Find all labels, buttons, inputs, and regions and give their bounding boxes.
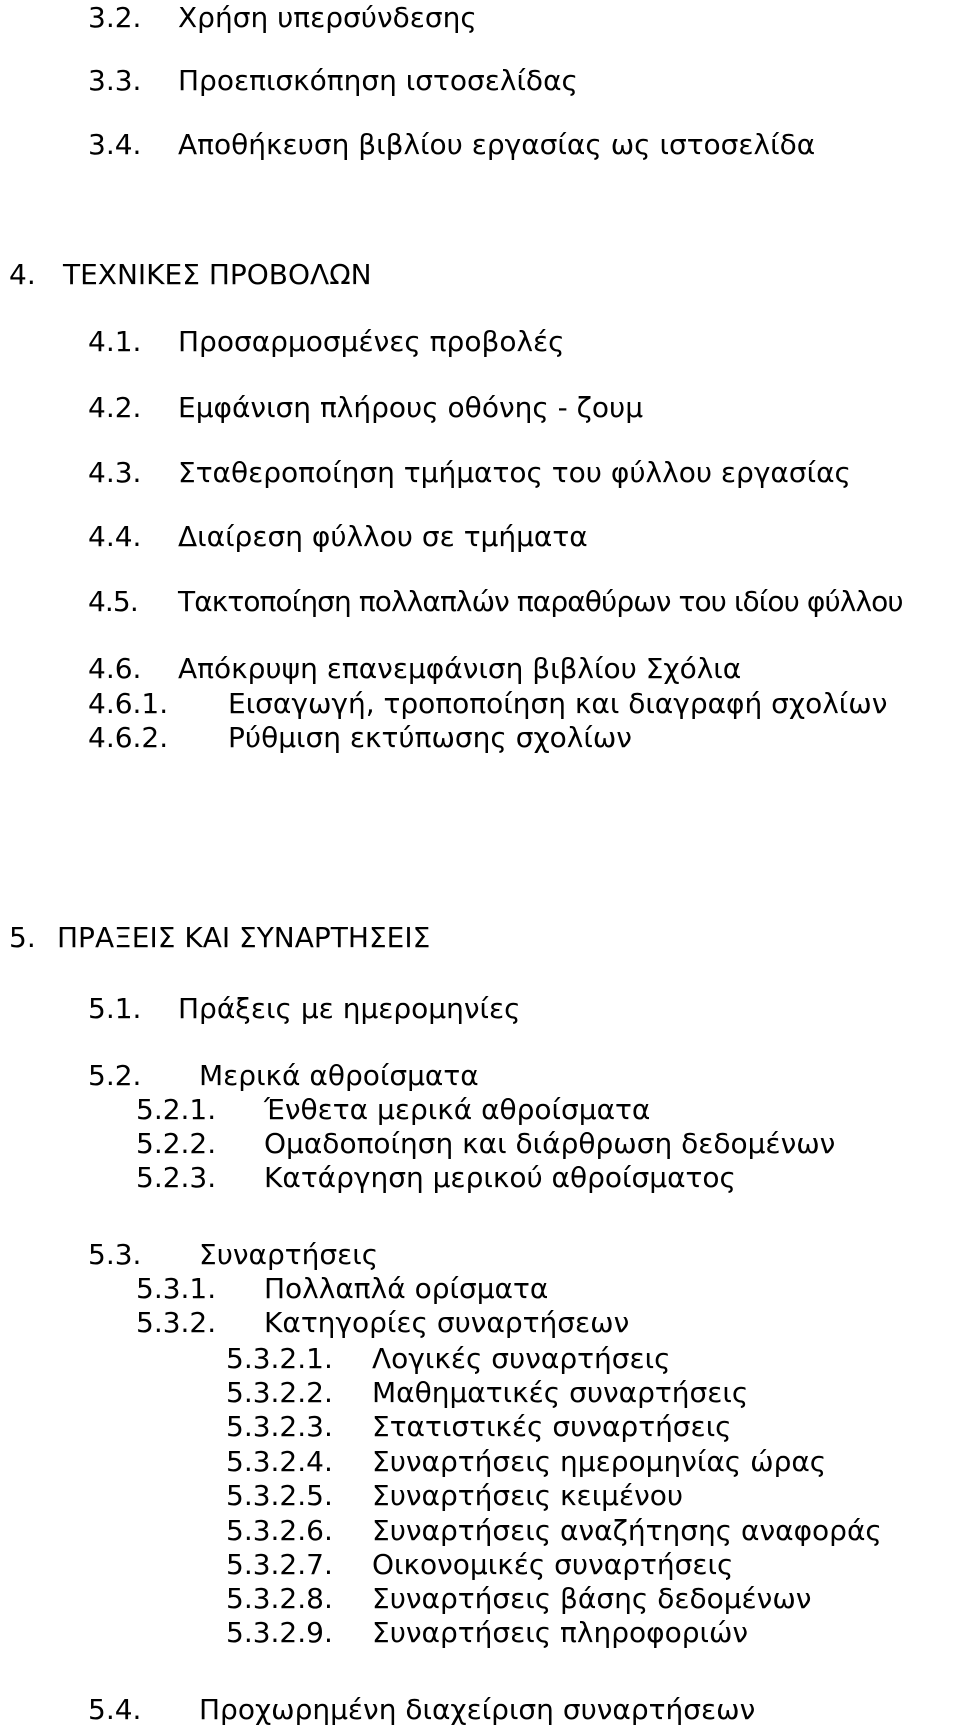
toc-entry-4-3 (88, 456, 948, 490)
toc-entry-5-3 (88, 1238, 948, 1272)
toc-entry-3-3 (88, 64, 948, 98)
toc-entry-4-6 (88, 652, 948, 686)
toc-entry-title: Κατηγορίες συναρτήσεων (264, 1306, 630, 1339)
toc-entry-title: Προεπισκόπηση ιστοσελίδας (178, 64, 578, 97)
toc-entry-5-3-2-3 (226, 1410, 946, 1444)
toc-entry-number: 5.3.2.5. (226, 1479, 333, 1512)
toc-section-title: ΠΡΑΞΕΙΣ ΚΑΙ ΣΥΝΑΡΤΗΣΕΙΣ (57, 921, 431, 954)
toc-section-title: ΤΕΧΝΙΚΕΣ ΠΡΟΒΟΛΩΝ (63, 258, 372, 291)
toc-section-number: 4. (9, 258, 36, 291)
toc-entry-title: Εμφάνιση πλήρους οθόνης - ζουμ (178, 391, 644, 424)
toc-entry-5-3-2-4 (226, 1445, 946, 1479)
toc-entry-title: Χρήση υπερσύνδεσης (178, 1, 477, 34)
toc-entry-title: Κατάργηση μερικού αθροίσματος (264, 1161, 736, 1194)
toc-entry-number: 4.3. (88, 456, 142, 489)
toc-entry-title: Συναρτήσεις βάσης δεδομένων (372, 1582, 812, 1615)
toc-entry-number: 5.2.1. (136, 1093, 217, 1126)
toc-entry-title: Αποθήκευση βιβλίου εργασίας ως ιστοσελίδα (178, 128, 816, 161)
toc-entry-number: 4.6.2. (88, 721, 169, 754)
toc-section-5 (9, 921, 949, 955)
toc-section-number: 5. (9, 921, 36, 954)
toc-entry-4-1 (88, 325, 948, 359)
toc-entry-number: 5.3.2.3. (226, 1410, 333, 1443)
toc-entry-number: 5.2. (88, 1059, 142, 1092)
toc-entry-title: Συναρτήσεις ημερομηνίας ώρας (372, 1445, 827, 1478)
toc-entry-title: Μερικά αθροίσματα (199, 1059, 479, 1092)
toc-entry-title: Οικονομικές συναρτήσεις (372, 1548, 734, 1581)
toc-entry-title: Πολλαπλά ορίσματα (264, 1272, 549, 1305)
toc-entry-title: Συναρτήσεις (199, 1238, 379, 1271)
toc-entry-title: Ένθετα μερικά αθροίσματα (264, 1093, 651, 1126)
toc-entry-title: Μαθηματικές συναρτήσεις (372, 1376, 749, 1409)
toc-entry-4-5 (88, 585, 958, 619)
toc-entry-5-3-2-2 (226, 1376, 946, 1410)
toc-entry-number: 3.3. (88, 64, 142, 97)
toc-entry-5-4 (88, 1693, 948, 1727)
toc-entry-number: 5.3.2.8. (226, 1582, 333, 1615)
toc-entry-title: Προσαρμοσμένες προβολές (178, 325, 565, 358)
toc-entry-number: 5.3. (88, 1238, 142, 1271)
toc-entry-number: 4.6.1. (88, 687, 169, 720)
toc-entry-number: 5.4. (88, 1693, 142, 1726)
toc-entry-number: 5.2.2. (136, 1127, 217, 1160)
toc-entry-5-3-2 (136, 1306, 946, 1340)
toc-entry-number: 3.4. (88, 128, 142, 161)
toc-entry-title: Προχωρημένη διαχείριση συναρτήσεων (199, 1693, 756, 1726)
toc-entry-4-4 (88, 520, 948, 554)
toc-entry-title: Συναρτήσεις πληροφοριών (372, 1616, 749, 1649)
toc-entry-number: 4.4. (88, 520, 142, 553)
toc-entry-3-2 (88, 1, 948, 35)
toc-entry-title: Συναρτήσεις αναζήτησης αναφοράς (372, 1514, 882, 1547)
toc-entry-title: Ρύθμιση εκτύπωσης σχολίων (228, 721, 632, 754)
toc-entry-number: 3.2. (88, 1, 142, 34)
toc-entry-title: Πράξεις με ημερομηνίες (178, 992, 521, 1025)
toc-entry-title: Διαίρεση φύλλου σε τμήματα (178, 520, 588, 553)
toc-entry-number: 5.3.1. (136, 1272, 217, 1305)
toc-entry-4-6-1 (88, 687, 948, 721)
toc-entry-4-6-2 (88, 721, 948, 755)
toc-entry-number: 5.2.3. (136, 1161, 217, 1194)
toc-entry-title: Στατιστικές συναρτήσεις (372, 1410, 732, 1443)
toc-entry-5-2-1 (136, 1093, 946, 1127)
toc-entry-title: Συναρτήσεις κειμένου (372, 1479, 684, 1512)
toc-entry-number: 5.1. (88, 992, 142, 1025)
toc-entry-5-2-2 (136, 1127, 946, 1161)
toc-entry-5-3-2-5 (226, 1479, 946, 1513)
toc-entry-number: 4.2. (88, 391, 142, 424)
toc-entry-5-2-3 (136, 1161, 946, 1195)
toc-entry-title: Τακτοποίηση πολλαπλών παραθύρων του ιδίου φύλλου (178, 585, 903, 618)
toc-entry-number: 4.6. (88, 652, 142, 685)
toc-entry-5-3-2-7 (226, 1548, 946, 1582)
toc-entry-number: 4.5. (88, 585, 138, 618)
toc-entry-number: 5.3.2. (136, 1306, 217, 1339)
toc-entry-number: 5.3.2.1. (226, 1342, 333, 1375)
toc-entry-title: Ομαδοποίηση και διάρθρωση δεδομένων (264, 1127, 836, 1160)
toc-entry-number: 4.1. (88, 325, 142, 358)
toc-entry-5-3-2-1 (226, 1342, 946, 1376)
toc-entry-number: 5.3.2.4. (226, 1445, 333, 1478)
toc-entry-number: 5.3.2.2. (226, 1376, 333, 1409)
toc-entry-5-1 (88, 992, 948, 1026)
toc-entry-title: Σταθεροποίηση τμήματος του φύλλου εργασίας (178, 456, 851, 489)
toc-entry-3-4 (88, 128, 948, 162)
toc-entry-number: 5.3.2.7. (226, 1548, 333, 1581)
toc-entry-title: Εισαγωγή, τροποποίηση και διαγραφή σχολίων (228, 687, 888, 720)
toc-entry-5-3-1 (136, 1272, 946, 1306)
toc-entry-number: 5.3.2.9. (226, 1616, 333, 1649)
toc-entry-number: 5.3.2.6. (226, 1514, 333, 1547)
toc-entry-5-3-2-9 (226, 1616, 946, 1650)
toc-section-4 (9, 258, 949, 292)
toc-entry-5-2 (88, 1059, 948, 1093)
toc-entry-5-3-2-8 (226, 1582, 946, 1616)
toc-entry-5-3-2-6 (226, 1514, 946, 1548)
toc-entry-title: Απόκρυψη επανεμφάνιση βιβλίου Σχόλια (178, 652, 742, 685)
toc-entry-4-2 (88, 391, 948, 425)
toc-entry-title: Λογικές συναρτήσεις (372, 1342, 671, 1375)
